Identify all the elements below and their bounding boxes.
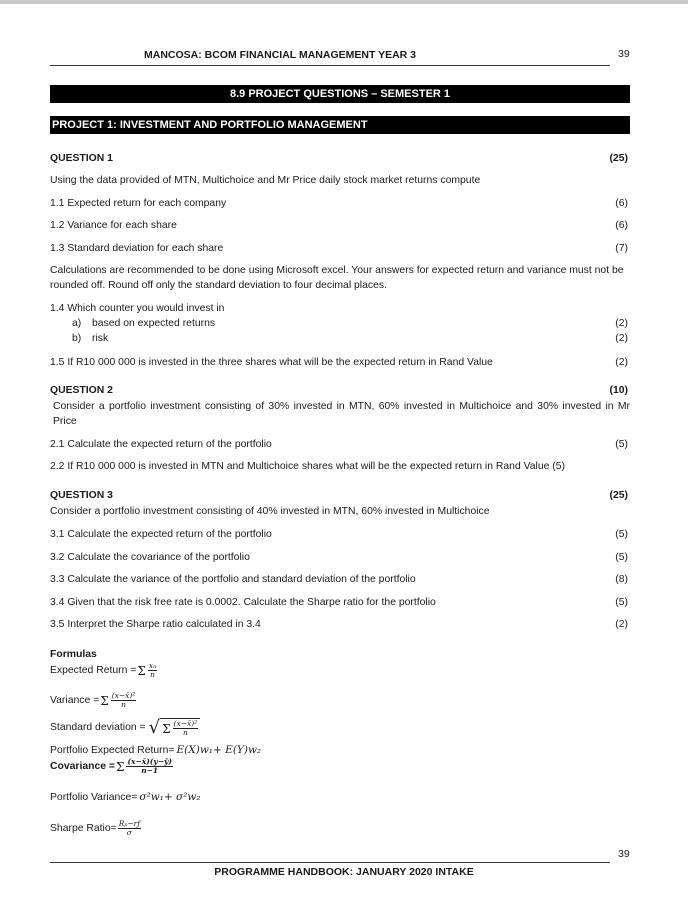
question-item: [50, 528, 628, 542]
question-1-4: 1.4 Which counter you would invest in: [50, 303, 225, 314]
formula-label: Portfolio Variance=: [50, 791, 138, 803]
question-item: [50, 573, 628, 587]
question-1-title: QUESTION 1: [50, 153, 113, 164]
fraction: [173, 720, 199, 737]
question-item-marks: (5): [615, 597, 628, 608]
sigma-symbol: Σ: [100, 693, 109, 708]
running-header-title: MANCOSA: BCOM FINANCIAL MANAGEMENT YEAR 3: [143, 49, 417, 61]
formula-label: Sharpe Ratio=: [50, 823, 117, 834]
formula-expression: σ²w₁+ σ²w₂: [139, 791, 201, 803]
question-item: [50, 438, 628, 452]
question-item-marks: (6): [615, 198, 628, 209]
formula-label: Portfolio Expected Return=: [50, 744, 175, 756]
question-item-text: 1.5 If R10 000 000 is invested in the three shares what will be the expected return in Rand Value: [50, 357, 493, 368]
footer-title: PROGRAMME HANDBOOK: JANUARY 2020 INTAKE: [214, 866, 474, 878]
question-item-marks: (5): [615, 552, 628, 563]
question-3-marks: (25): [609, 490, 628, 501]
fraction-denominator: n: [182, 728, 188, 737]
question-1-intro: Using the data provided of MTN, Multichoice and Mr Price daily stock market returns compute: [50, 175, 481, 186]
question-3-heading: [50, 489, 628, 503]
formulas-heading: Formulas: [50, 649, 97, 660]
question-item-text: 3.4 Given that the risk free rate is 0.0002. Calculate the Sharpe ratio for the portfolio: [50, 597, 436, 608]
question-item-text: 1.1 Expected return for each company: [50, 198, 227, 209]
formula-label: Covariance =: [50, 761, 115, 772]
sigma-symbol: Σ: [115, 759, 125, 774]
question-1-note: Calculations are recommended to be done using Microsoft excel. Your answers for expected return and variance must not be rounded off. Round off only the standard deviation to four decimal places.: [50, 265, 624, 291]
question-3-intro: Consider a portfolio investment consisting of 40% invested in MTN, 60% invested in Multichoice: [50, 506, 490, 517]
fraction-numerator: (x−x̄)²: [173, 719, 198, 728]
sigma-symbol: Σ: [137, 663, 146, 678]
square-root: [149, 718, 201, 737]
formula-covariance: [50, 758, 173, 775]
formula-sharpe-ratio: [50, 820, 141, 837]
question-item: 2.2 If R10 000 000 is invested in MTN and Multichoice shares what will be the expected return in Rand Value (5): [50, 461, 565, 472]
question-item-marks: (7): [615, 243, 628, 254]
question-item: [50, 242, 628, 256]
section-banner: 8.9 PROJECT QUESTIONS – SEMESTER 1: [50, 85, 630, 103]
question-item-text: 3.5 Interpret the Sharpe ratio calculated in 3.4: [50, 619, 261, 630]
formula-variance: [50, 692, 136, 709]
sub-item-marks: (2): [615, 318, 628, 329]
question-item-marks: (2): [615, 619, 628, 630]
question-item-marks: (2): [615, 357, 628, 368]
question-1-heading: [50, 152, 628, 166]
question-item: [50, 197, 628, 211]
question-item-text: 1.3 Standard deviation for each share: [50, 243, 224, 254]
project-banner: PROJECT 1: INVESTMENT AND PORTFOLIO MANAGEMENT: [50, 116, 630, 134]
radical-icon: √: [148, 716, 161, 738]
question-item-text: 3.3 Calculate the variance of the portfolio and standard deviation of the portfolio: [50, 574, 416, 585]
sub-item-marks: (2): [615, 333, 628, 344]
fraction: [148, 662, 157, 679]
fraction-numerator: (x−x̄)²: [111, 691, 136, 700]
formula-label: Standard deviation =: [50, 722, 146, 733]
formula-expected-return: [50, 662, 157, 679]
fraction-numerator: (x−x̄)(y−ȳ): [127, 757, 172, 766]
formula-label: Expected Return =: [50, 665, 137, 676]
fraction-numerator: xₙ: [148, 661, 157, 670]
header-divider: [50, 65, 610, 66]
question-item: [50, 596, 628, 610]
sub-item-text: based on expected returns: [92, 318, 216, 329]
header-page-number: 39: [618, 48, 630, 60]
sub-item-text: risk: [92, 333, 109, 344]
formula-standard-deviation: [50, 718, 200, 737]
question-item-text: 3.2 Calculate the covariance of the portfolio: [50, 552, 250, 563]
question-item-text: 3.1 Calculate the expected return of the portfolio: [50, 529, 272, 540]
question-item: [50, 618, 628, 632]
formula-label: Variance =: [50, 695, 100, 706]
question-item-text: 1.2 Variance for each share: [50, 220, 177, 231]
formula-portfolio-variance: [50, 791, 201, 803]
fraction-denominator: n: [121, 700, 126, 709]
radicand: [160, 718, 200, 737]
question-item-marks: (8): [615, 574, 628, 585]
fraction-numerator: Rₚ−rƒ: [118, 819, 141, 828]
question-3-title: QUESTION 3: [50, 490, 113, 501]
question-2-title: QUESTION 2: [50, 385, 113, 396]
question-item-marks: (5): [615, 439, 628, 450]
fraction-denominator: n−1: [141, 766, 159, 775]
fraction: [118, 820, 141, 837]
formula-portfolio-expected-return: [50, 744, 261, 756]
footer-page-number: 39: [618, 848, 630, 860]
question-2-heading: [50, 384, 628, 398]
sub-item-label: a): [72, 318, 82, 329]
fraction-denominator: n: [150, 670, 155, 679]
fraction: [126, 758, 172, 775]
question-1-marks: (25): [609, 153, 628, 164]
question-item-marks: (6): [615, 220, 628, 231]
top-edge-bar: [0, 0, 688, 4]
fraction: [111, 692, 137, 709]
question-item-text: 2.1 Calculate the expected return of the portfolio: [50, 439, 272, 450]
sigma-symbol: Σ: [162, 721, 171, 736]
question-2-intro: Consider a portfolio investment consisting of 30% invested in MTN, 60% invested in Multichoice and 30% invested in Mr Price: [53, 401, 630, 427]
fraction-denominator: σ: [126, 828, 132, 837]
formula-expression: E(X)w₁+ E(Y)w₂: [176, 744, 262, 756]
question-item-marks: (5): [615, 529, 628, 540]
question-2-marks: (10): [609, 385, 628, 396]
question-item: [50, 551, 628, 565]
question-item: [50, 219, 628, 233]
sub-item-label: b): [72, 333, 82, 344]
question-1-5: [50, 356, 628, 370]
footer-divider: [50, 862, 610, 863]
